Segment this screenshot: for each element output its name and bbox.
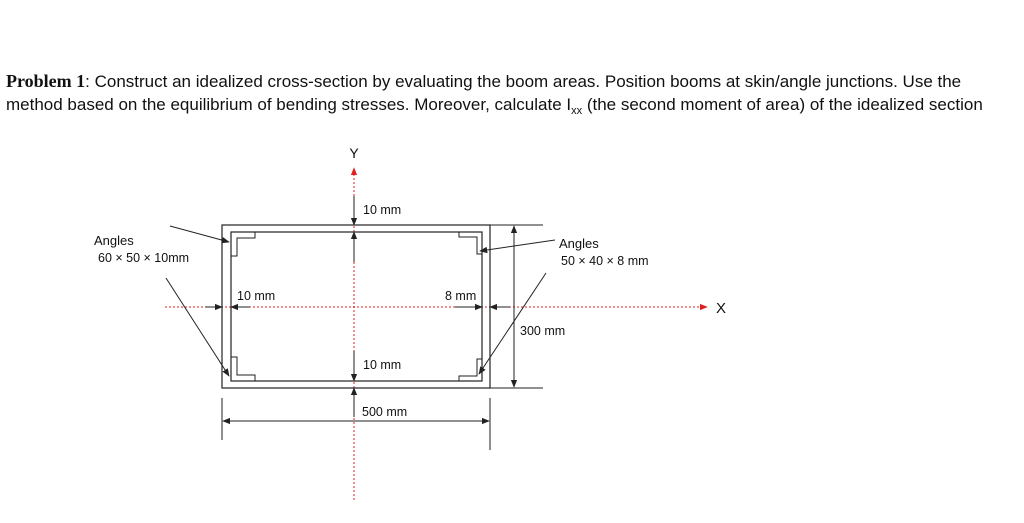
top-skin-thickness: 10 mm xyxy=(363,203,402,217)
right-angles-dims: 50 × 40 × 8 mm xyxy=(561,254,649,268)
right-web-thickness: 8 mm xyxy=(445,289,477,303)
corner-angles xyxy=(231,232,482,381)
angle-bottom-right xyxy=(459,359,482,381)
left-angles-dims: 60 × 50 × 10mm xyxy=(98,251,190,265)
width-dimension: 500 mm xyxy=(362,405,408,419)
ixx-subscript: xx xyxy=(571,105,583,117)
left-web-thickness: 10 mm xyxy=(237,289,276,303)
problem-label: Problem 1 xyxy=(6,71,86,91)
left-angles-title: Angles xyxy=(94,233,134,248)
angle-top-right xyxy=(459,232,482,254)
y-axis-label: Y xyxy=(349,145,359,161)
bottom-skin-thickness: 10 mm xyxy=(363,358,402,372)
angle-bottom-left xyxy=(231,357,255,381)
x-axis-label: X xyxy=(716,300,727,317)
right-angles-title: Angles xyxy=(559,236,599,251)
problem-text: Construct an idealized cross-section by evaluating the boom areas. Position booms at skin/angle junctions. Use the method based on the equilibrium of bending stresses. Moreover, calculate I xyxy=(6,72,962,114)
problem-colon: : xyxy=(85,72,95,91)
problem-text-end: (the second moment of area) of the idealized section xyxy=(582,95,983,114)
angle-top-left xyxy=(231,232,255,256)
height-dimension: 300 mm xyxy=(520,324,566,338)
